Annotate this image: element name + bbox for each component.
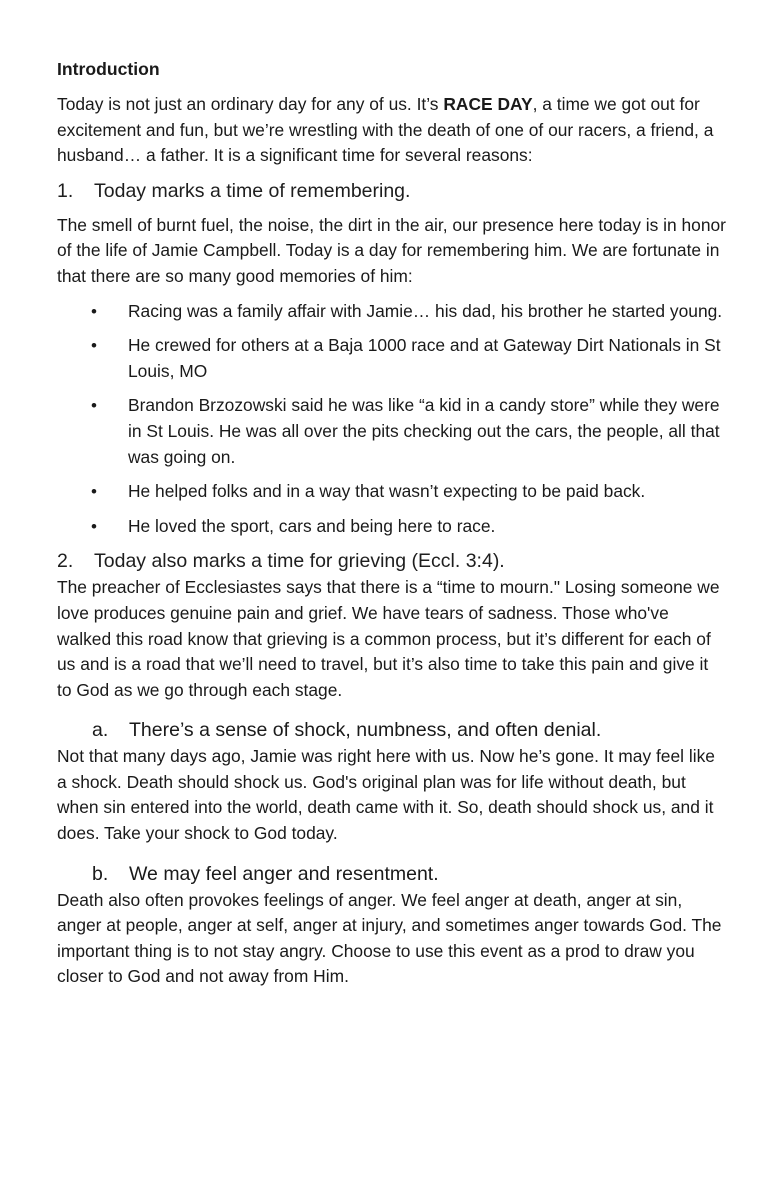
bullet-icon: • (91, 301, 97, 321)
intro-text-start: Today is not just an ordinary day for any of us. It’s (57, 94, 444, 114)
list-item (57, 514, 727, 540)
section-heading: Introduction (57, 59, 160, 79)
memories-list (57, 299, 727, 540)
list-item-text: He helped folks and in a way that wasn’t expecting to be paid back. (128, 481, 646, 502)
point-2-heading (57, 548, 727, 575)
subpoint-b-heading (57, 861, 727, 888)
list-item-text: Racing was a family affair with Jamie… his dad, his brother he started young. (128, 300, 723, 321)
bullet-icon: • (91, 516, 97, 536)
list-item-text: Brandon Brzozowski said he was like “a kid in a candy store” while they were in St Louis. He was all over the pits checking out the cars, the people, all that was going on. (128, 395, 720, 467)
point-1-body: The smell of burnt fuel, the noise, the dirt in the air, our presence here today is in honor of the life of Jamie Campbell. Today is a day for remembering him. We are fortunate in that there are so many good memories of him: (57, 214, 726, 286)
list-item-text: He loved the sport, cars and being here to race. (128, 515, 496, 536)
point-2-number: 2. (57, 550, 74, 573)
point-1-number: 1. (57, 179, 74, 202)
point-2-body: The preacher of Ecclesiastes says that there is a “time to mourn." Losing someone we love produces genuine pain and grief. We have tears of sadness. Those who've walked this road know that grieving is a common process, but it’s different for each of us and is a road that we’ll need to travel, but it’s also time to take this pain and give it to God as we go through each stage. (57, 577, 720, 700)
subpoint-a-body: Not that many days ago, Jamie was right here with us. Now he’s gone. It may feel like a shock. Death should shock us. God's original plan was for life without death, but when sin entered into the world, death came with it. So, death should shock us, and it does. Take your shock to God today. (57, 746, 715, 844)
intro-paragraph (57, 92, 727, 169)
bullet-icon: • (91, 482, 97, 502)
subpoint-b-letter: b. (92, 862, 109, 885)
list-item (57, 333, 727, 384)
point-1-title: Today marks a time of remembering. (94, 179, 411, 202)
document-page (57, 56, 727, 990)
point-1-heading (57, 178, 727, 205)
list-item-text: He crewed for others at a Baja 1000 race and at Gateway Dirt Nationals in St Louis, MO (128, 335, 721, 381)
subpoint-b-body: Death also often provokes feelings of anger. We feel anger at death, anger at sin, anger at people, anger at self, anger at injury, and sometimes anger towards God. The important thing is to not stay angry. Choose to use this event as a prod to draw you closer to God and not away from Him. (57, 889, 722, 987)
point-2-title: Today also marks a time for grieving (Eccl. 3:4). (94, 550, 505, 573)
list-item (57, 393, 727, 470)
subpoint-a-title: There’s a sense of shock, numbness, and often denial. (129, 719, 602, 742)
subpoint-a-letter: a. (92, 719, 109, 742)
bullet-icon: • (91, 336, 97, 356)
race-day-emphasis: RACE DAY (443, 94, 533, 114)
list-item (57, 479, 727, 505)
intro-text-end: , a time we got out for excitement and fun, but we’re wrestling with the death of one of our racers, a friend, a husband… a father. It is a significant time for several reasons: (57, 94, 714, 166)
bullet-icon: • (91, 396, 97, 416)
list-item (57, 299, 727, 325)
subpoint-a-heading (57, 717, 727, 744)
subpoint-b-title: We may feel anger and resentment. (129, 862, 439, 885)
